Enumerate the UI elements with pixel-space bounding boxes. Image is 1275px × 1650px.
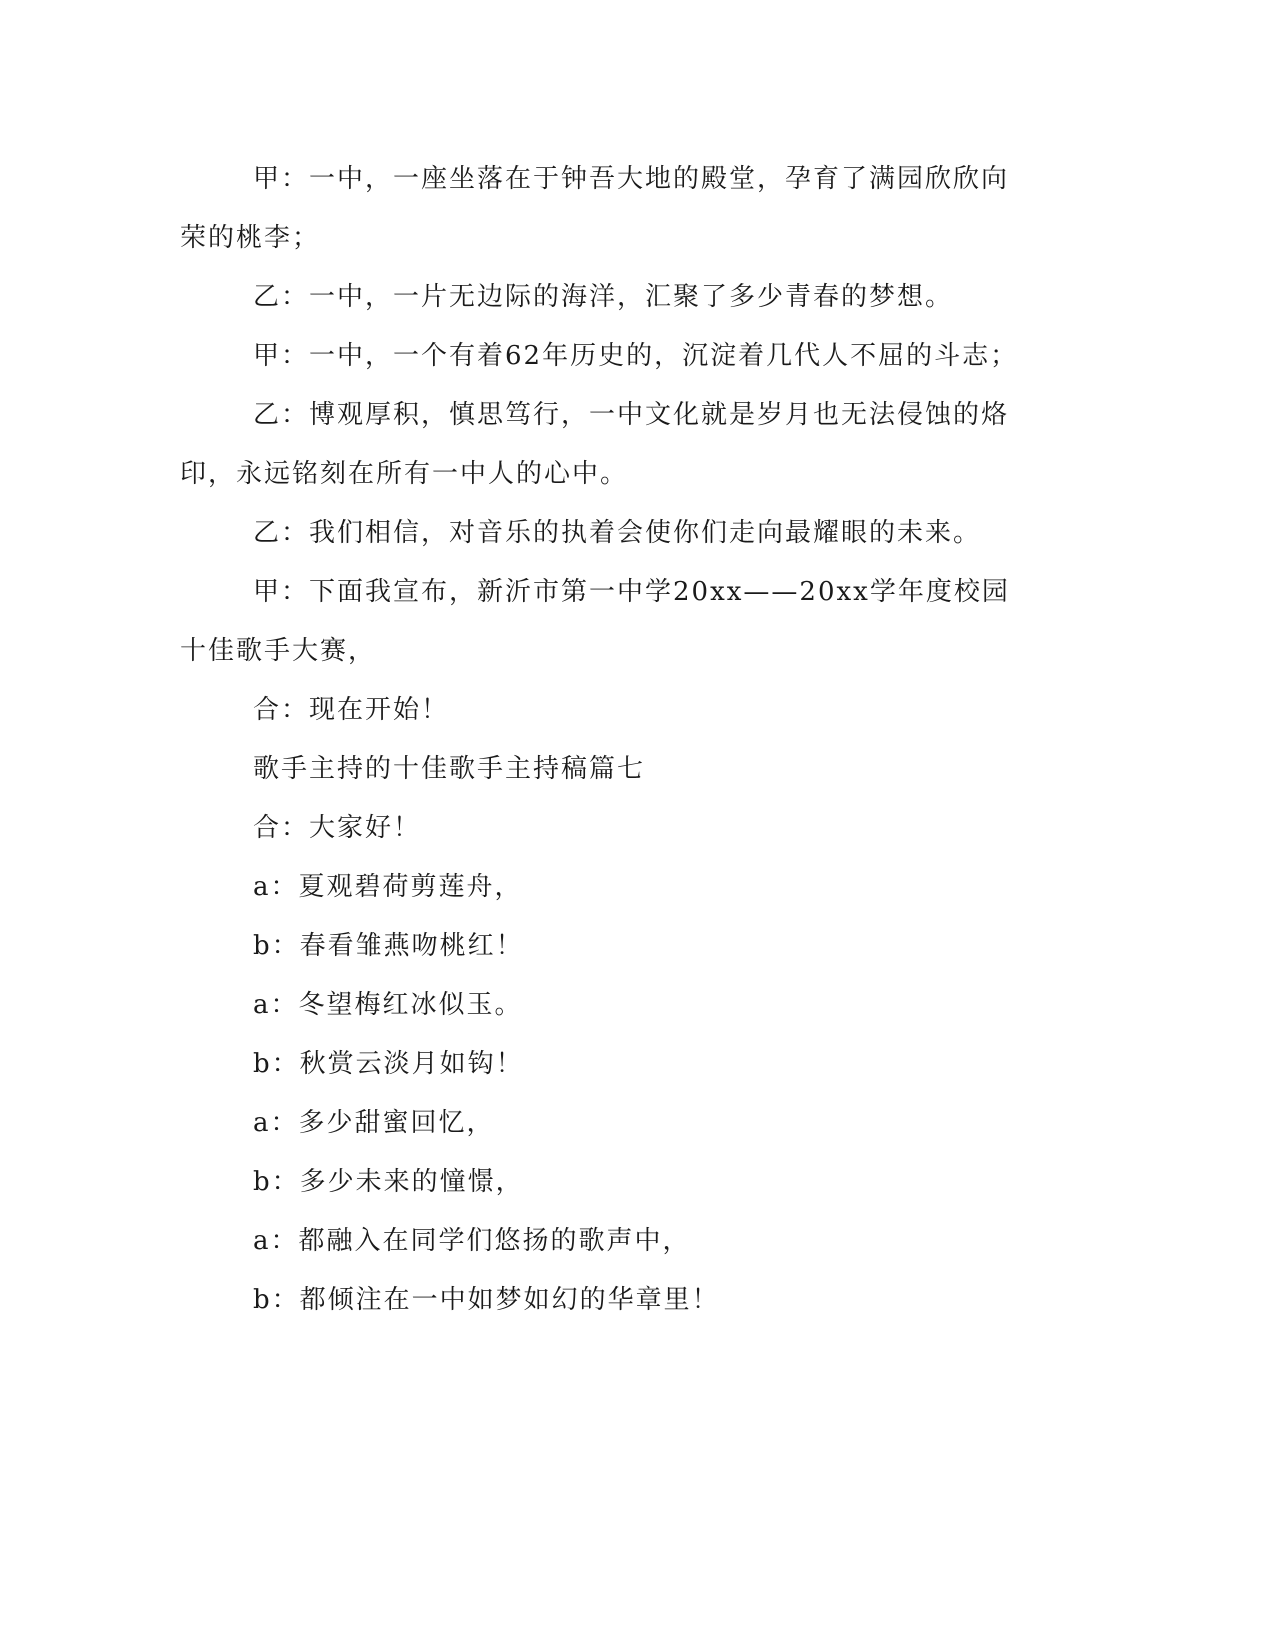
paragraph: a：冬望梅红冰似玉。 [253,990,523,1020]
paragraph: b：多少未来的憧憬， [253,1167,524,1197]
paragraph: b：都倾注在一中如梦如幻的华章里！ [253,1285,720,1315]
paragraph: 乙：一中，一片无边际的海洋，汇聚了多少青春的梦想。 [253,282,954,312]
paragraph: 甲：下面我宣布，新沂市第一中学20xx——20xx学年度校园十佳歌手大赛， [180,577,1010,666]
paragraph: 合：大家好！ [253,813,422,843]
paragraph: a：多少甜蜜回忆， [253,1108,495,1138]
section-heading: 歌手主持的十佳歌手主持稿篇七 [253,754,646,784]
paragraph: a：夏观碧荷剪莲舟， [253,872,523,902]
paragraph: a：都融入在同学们悠扬的歌声中， [253,1226,691,1256]
paragraph: 甲：一中，一座坐落在于钟吾大地的殿堂，孕育了满园欣欣向荣的桃李； [180,164,1010,253]
paragraph: 乙：我们相信，对音乐的执着会使你们走向最耀眼的未来。 [253,518,982,548]
document-body [180,150,1035,1330]
paragraph: 乙：博观厚积，慎思笃行，一中文化就是岁月也无法侵蚀的烙印，永远铭刻在所有一中人的心中。 [180,400,1010,489]
paragraph: 合：现在开始！ [253,695,450,725]
paragraph: 甲：一中，一个有着62年历史的，沉淀着几代人不屈的斗志； [253,341,1019,371]
paragraph: b：春看雏燕吻桃红！ [253,931,524,961]
paragraph: b：秋赏云淡月如钩！ [253,1049,524,1079]
